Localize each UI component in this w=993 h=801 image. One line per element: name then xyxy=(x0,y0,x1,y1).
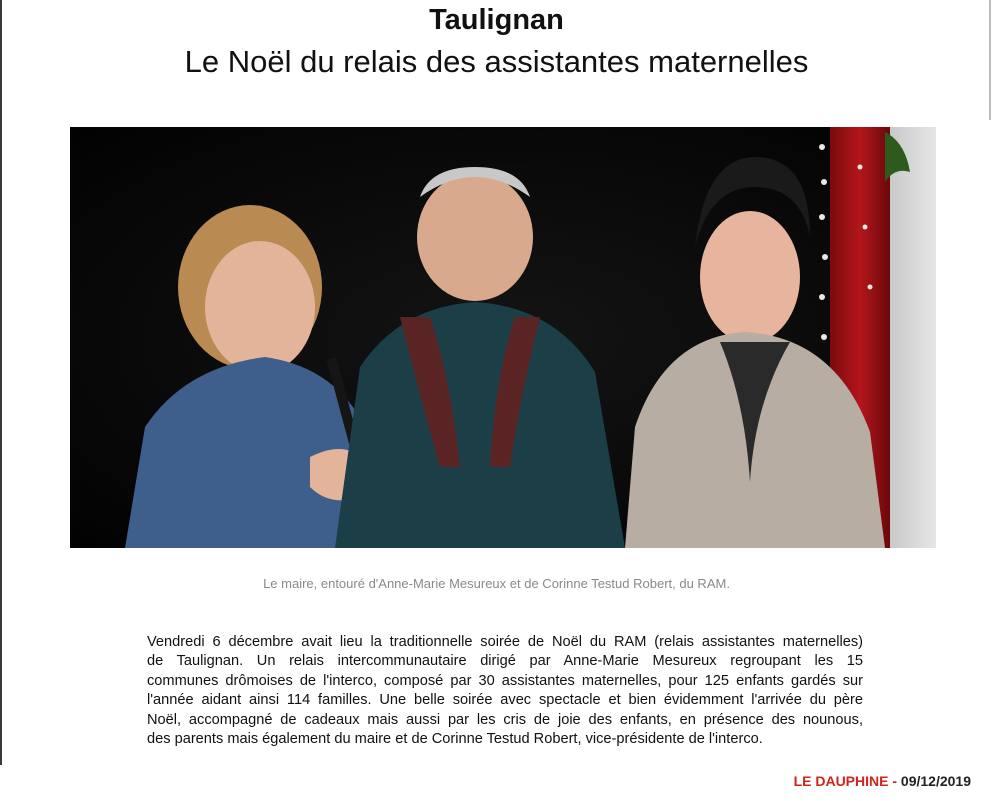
photo-caption: Le maire, entouré d'Anne-Marie Mesureux et de Corinne Testud Robert, du RAM. xyxy=(263,576,730,591)
page-left-border xyxy=(0,0,2,765)
photo-illustration xyxy=(70,127,936,548)
article-headline: Le Noël du relais des assistantes maternelles xyxy=(184,44,809,79)
source-name: LE DAUPHINE xyxy=(793,773,889,789)
body-line: Noël, accompagné de cadeaux mais aussi par les cris de joie des enfants, en présence des nounous, xyxy=(147,711,863,728)
body-line: Vendredi 6 décembre avait lieu la traditionnelle soirée de Noël du RAM (relais assistantes maternelles) xyxy=(147,634,863,650)
article-photo xyxy=(70,127,936,548)
body-line: de Taulignan. Un relais intercommunautaire dirigé par Anne-Marie Mesureux regroupant les 15 xyxy=(147,653,863,670)
article-body xyxy=(147,633,863,749)
publication-date: 09/12/2019 xyxy=(900,773,971,789)
source-footer xyxy=(794,773,971,789)
body-line: l'année aidant ainsi 114 familles. Une belle soirée avec spectacle et bien évidemment l'arrivée du père xyxy=(147,692,863,709)
body-line: des parents mais également du maire et de Corinne Testud Robert, vice-présidente de l'interco. xyxy=(147,731,763,748)
body-line: communes drômoises de l'interco, composé par 30 assistantes maternelles, pour 125 enfants gardés sur xyxy=(147,672,863,689)
source-separator: - xyxy=(888,773,901,789)
article-kicker: Taulignan xyxy=(429,4,564,36)
